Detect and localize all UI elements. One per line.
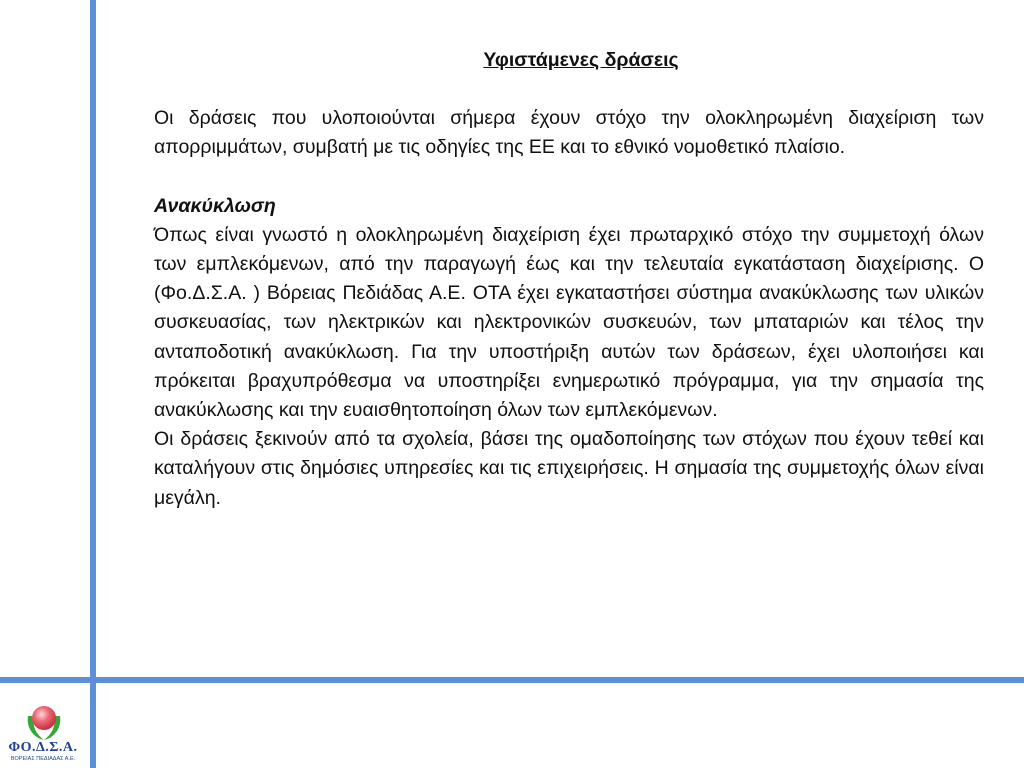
section-heading: Ανακύκλωση: [154, 194, 276, 217]
intro-paragraph: Οι δράσεις που υλοποιούνται σήμερα έχουν στόχο την ολοκληρωμένη διαχείριση των απορριμμάτων, συμβατή με τις οδηγίες της ΕΕ και το εθνικό νομοθετικό πλαίσιο.: [154, 107, 984, 159]
section-paragraph-1: Όπως είναι γνωστό η ολοκληρωμένη διαχείριση έχει πρωταρχικό στόχο την συμμετοχή όλων των εμπλεκόμενων, από την παραγωγή έως και την τελευταία εγκατάσταση διαχείρισης. Ο (Φο.Δ.Σ.Α. ) Βόρειας Πεδιάδας Α.Ε. ΟΤΑ έχει εγκαταστήσει σύστημα ανακύκλωσης των υλικών συσκευασίας, των ηλεκτρικών και ηλεκτρονικών συσκευών, των μπαταριών και τέλος την ανταποδοτική ανακύκλωση. Για την υποστήριξη αυτών των δράσεων, έχει υλοποιήσει και πρόκειται βραχυπρόθεσμα να υποστηρίξει ενημερωτικό πρόγραμμα, για την σημασία της ανακύκλωσης και την ευαισθητοποίηση όλων των εμπλεκόμενων.: [154, 223, 984, 422]
logo-subtitle-text: ΒΟΡΕΙΑΣ ΠΕΔΙΑΔΑΣ Α.Ε.: [10, 756, 76, 762]
section-paragraph-2: Οι δράσεις ξεκινούν από τα σχολεία, βάσει της ομαδοποίησης των στόχων που έχουν τεθεί και καταλήγουν στις δημόσιες υπηρεσίες και τις επιχειρήσεις. Η σημασία της συμμετοχής όλων είναι μεγάλη.: [154, 428, 984, 509]
paragraph-spacer: [154, 163, 984, 192]
slide-content: [154, 46, 984, 513]
logo-sphere-icon: [22, 702, 66, 742]
company-logo: [0, 700, 86, 768]
vertical-accent-line: [90, 0, 96, 768]
slide-title: Υφιστάμενες δράσεις: [483, 49, 679, 71]
logo-name-text: ΦΟ.Δ.Σ.Α.: [8, 740, 78, 755]
horizontal-accent-line: [0, 677, 1024, 683]
